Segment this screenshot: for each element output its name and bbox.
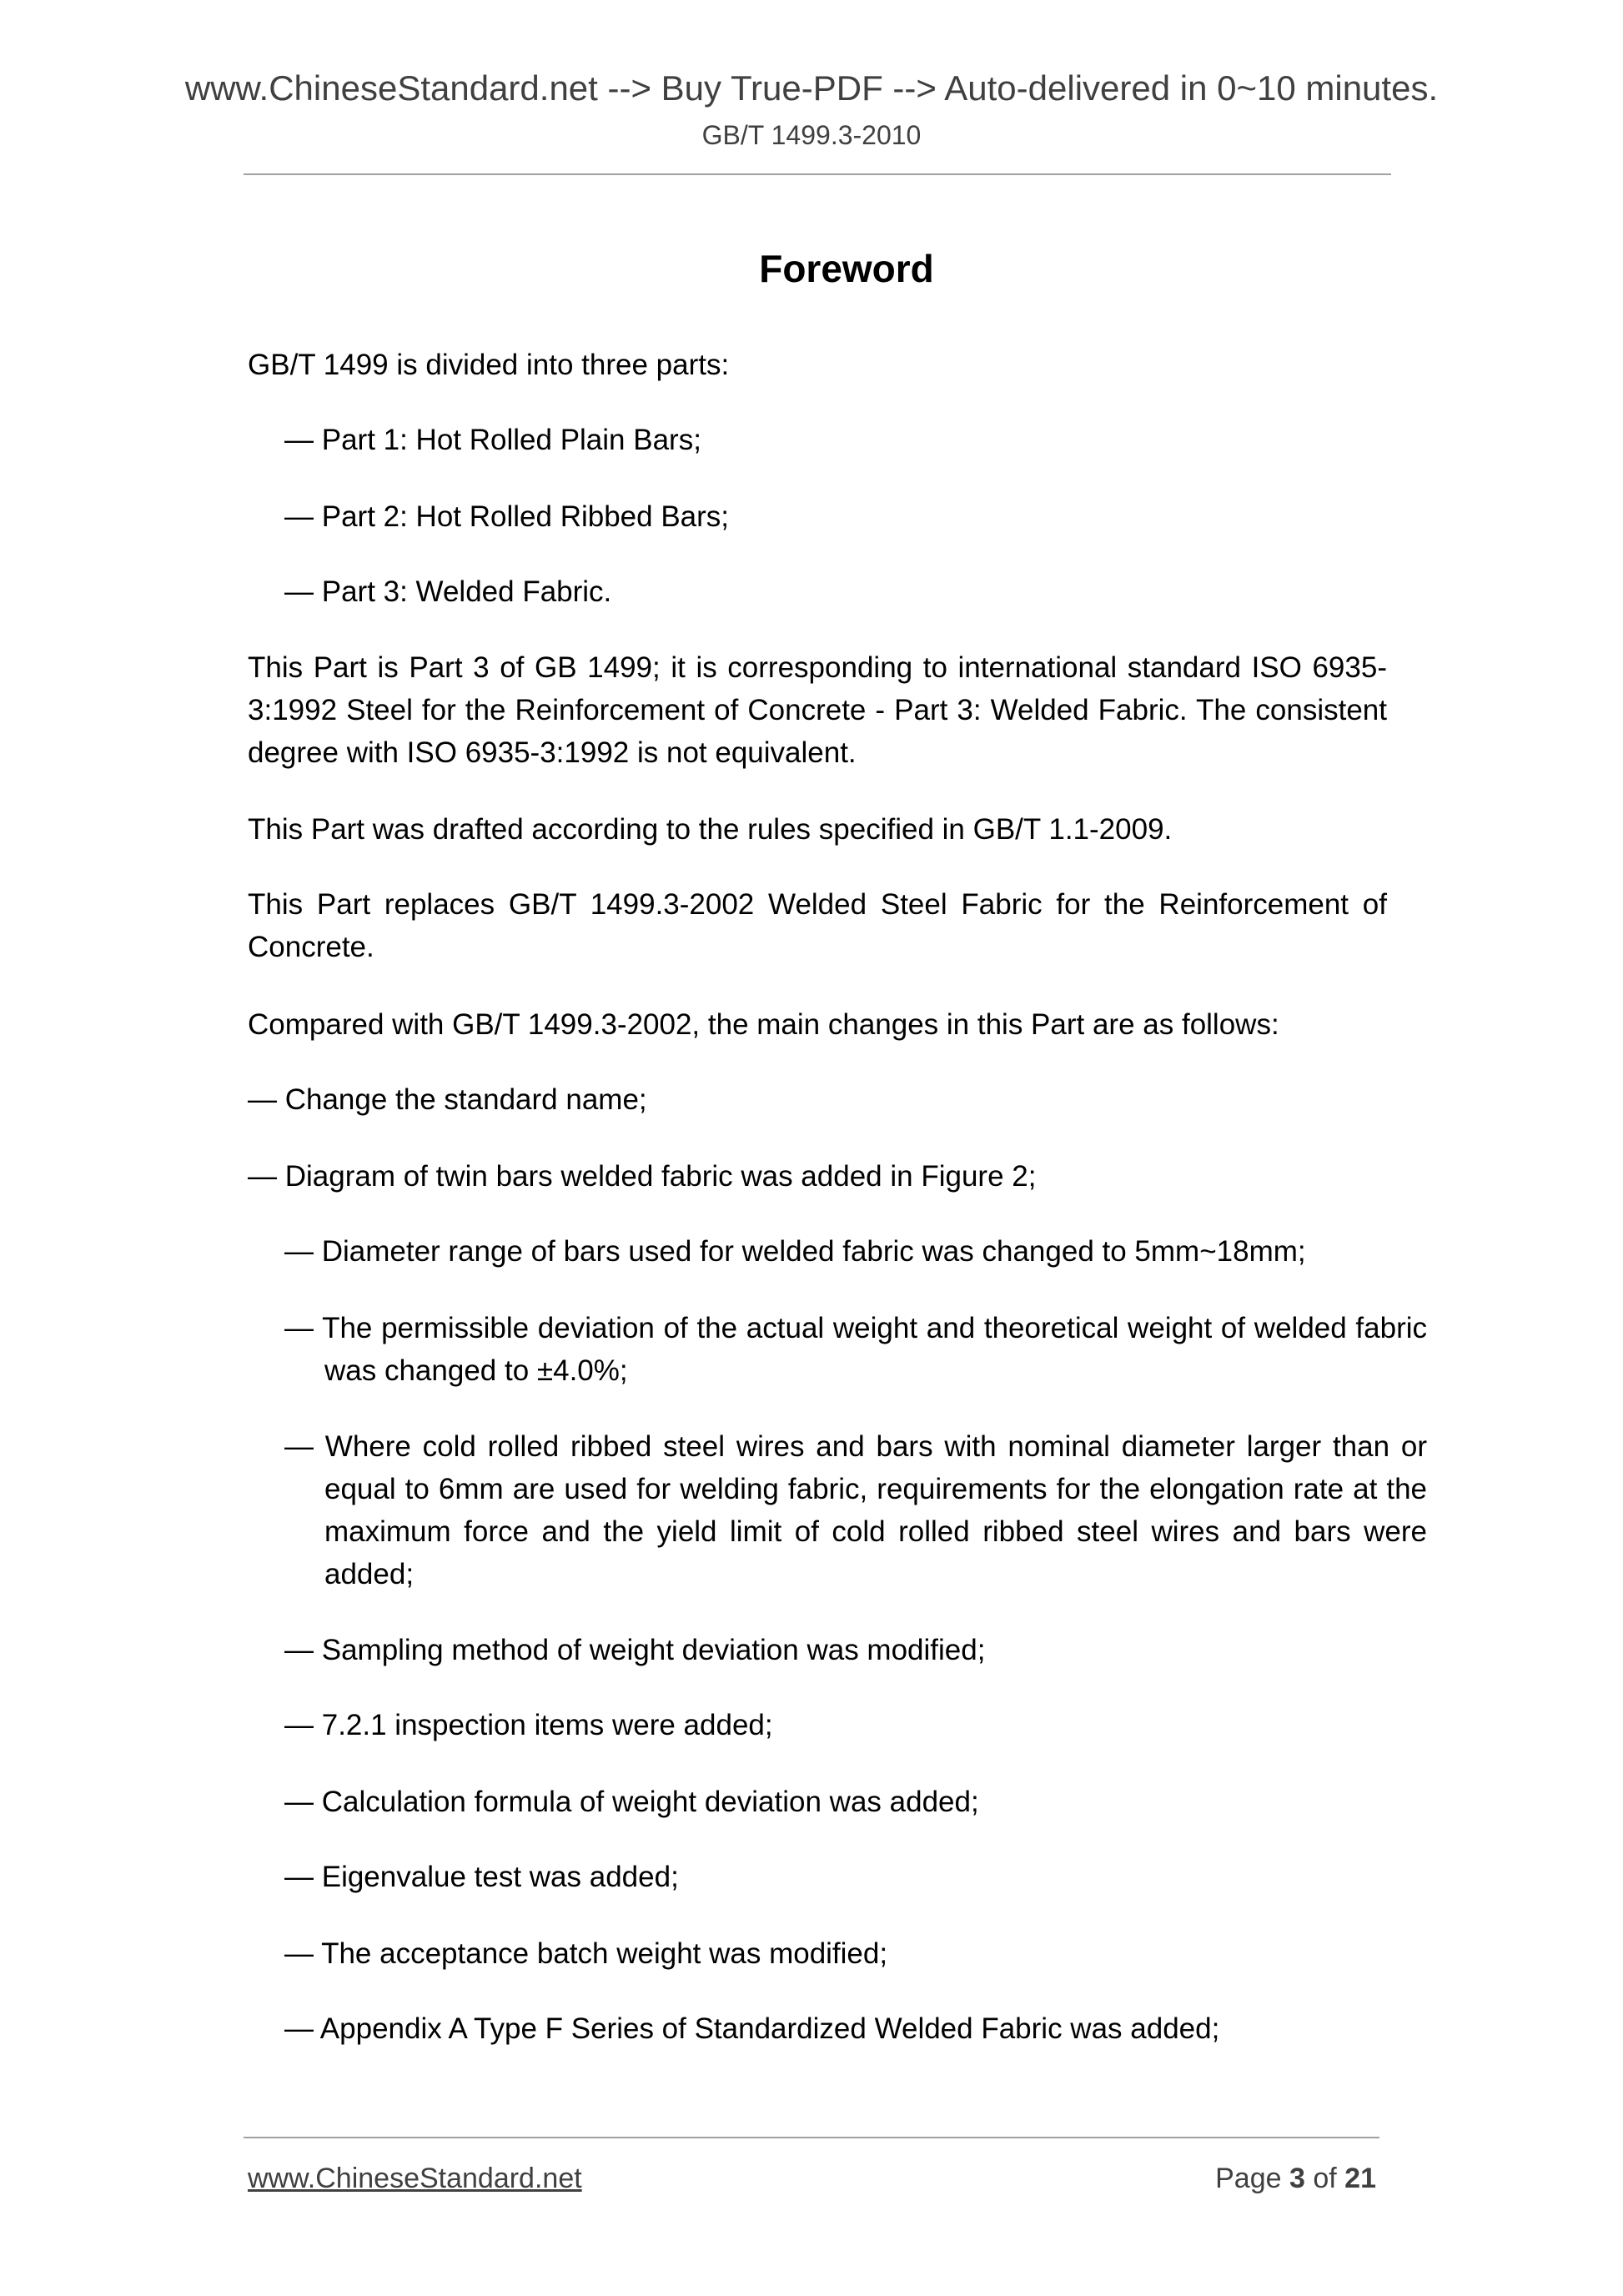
list-item: — Change the standard name; <box>248 1083 647 1116</box>
paragraph: Compared with GB/T 1499.3-2002, the main changes in this Part are as follows: <box>248 1008 1279 1041</box>
paragraph: GB/T 1499 is divided into three parts: <box>248 349 730 381</box>
list-item: — Sampling method of weight deviation was modified; <box>284 1634 986 1666</box>
list-item: — Eigenvalue test was added; <box>284 1861 679 1893</box>
paragraph: This Part was drafted according to the rules specified in GB/T 1.1-2009. <box>248 813 1173 846</box>
list-item: — Part 1: Hot Rolled Plain Bars; <box>284 424 701 456</box>
list-item: — Where cold rolled ribbed steel wires and bars with nominal diameter larger than or equal to 6mm are used for welding fabric, requirements for the elongation rate at the maximum force and the yield limit of cold rolled ribbed steel wires and bars were added; <box>284 1430 1427 1590</box>
page-indicator <box>1215 2160 1376 2197</box>
footer-divider <box>244 2137 1379 2138</box>
list-item: — Calculation formula of weight deviation was added; <box>284 1786 979 1818</box>
page-total: 21 <box>1344 2163 1376 2194</box>
footer-site-link[interactable]: www.ChineseStandard.net <box>248 2163 582 2194</box>
header-divider <box>244 173 1391 175</box>
standard-code: GB/T 1499.3-2010 <box>701 120 922 150</box>
page-prefix: Page <box>1215 2163 1282 2194</box>
list-item: — Part 3: Welded Fabric. <box>284 575 612 608</box>
list-item: — Diagram of twin bars welded fabric was added in Figure 2; <box>248 1160 1037 1193</box>
page-current: 3 <box>1289 2163 1305 2194</box>
list-item: — 7.2.1 inspection items were added; <box>284 1709 773 1741</box>
page-of: of <box>1313 2163 1337 2194</box>
list-item: — Part 2: Hot Rolled Ribbed Bars; <box>284 500 730 533</box>
paragraph: This Part is Part 3 of GB 1499; it is corresponding to international standard ISO 6935-3:1992 Steel for the Reinforcement of Concrete - Part 3: Welded Fabric. The consistent degree with ISO 6935-3:1992 is not equivalent. <box>248 651 1387 769</box>
list-item: — The permissible deviation of the actual weight and theoretical weight of welded fabric was changed to ±4.0%; <box>284 1312 1427 1387</box>
list-item: — The acceptance batch weight was modified; <box>284 1937 888 1970</box>
list-item: — Appendix A Type F Series of Standardized Welded Fabric was added; <box>284 2012 1220 2045</box>
header-banner: www.ChineseStandard.net --> Buy True-PDF --> Auto-delivered in 0~10 minutes. <box>184 68 1439 108</box>
list-item: — Diameter range of bars used for welded fabric was changed to 5mm~18mm; <box>284 1235 1306 1268</box>
paragraph: This Part replaces GB/T 1499.3-2002 Welded Steel Fabric for the Reinforcement of Concrete. <box>248 888 1387 963</box>
page-title: Foreword <box>759 247 934 290</box>
